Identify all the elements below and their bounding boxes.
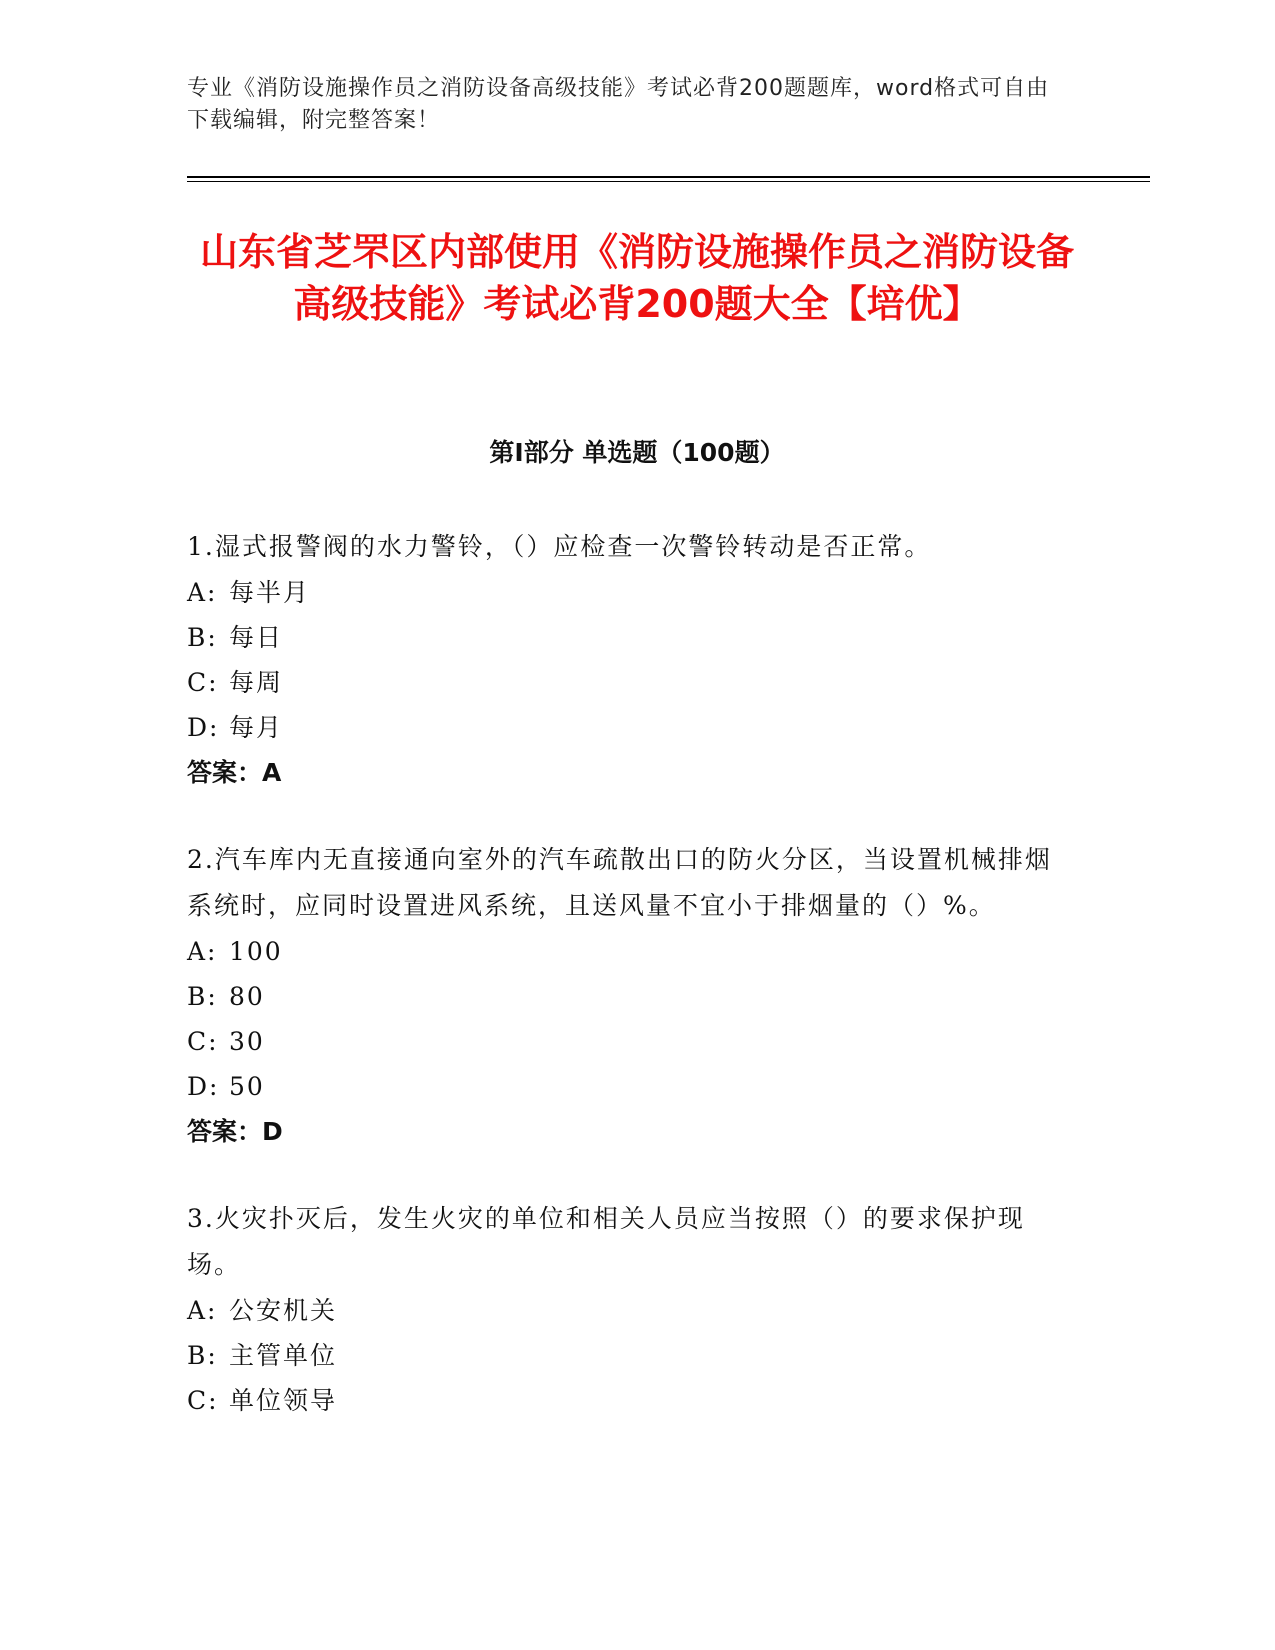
- answer-value: D: [262, 1117, 283, 1146]
- option-value: 主管单位: [229, 1341, 338, 1370]
- answer-value: A: [262, 758, 282, 787]
- question-body: 湿式报警阀的水力警铃，（）应检查一次警铃转动是否正常。: [214, 532, 932, 561]
- answer-label: 答案：: [187, 758, 263, 787]
- answer-label: 答案：: [187, 1117, 263, 1146]
- option-key: A:: [187, 937, 218, 966]
- question-body: 汽车库内无直接通向室外的汽车疏散出口的防火分区，当设置机械排烟系统时，应同时设置进风系统，且送风量不宜小于排烟量的（）%。: [187, 845, 1052, 920]
- answer-option: [187, 1378, 1067, 1423]
- answer-option: [187, 615, 1067, 660]
- answer-option: [187, 974, 1067, 1019]
- header-divider: [187, 176, 1150, 178]
- question-item: [187, 1196, 1067, 1423]
- answer-option: [187, 705, 1067, 750]
- question-number: 1.: [187, 532, 215, 561]
- section-heading: 第Ⅰ部分 单选题（100题）: [489, 438, 785, 467]
- option-value: 每半月: [229, 578, 311, 607]
- option-value: 80: [229, 982, 265, 1011]
- question-number: 2.: [187, 845, 215, 874]
- option-key: A:: [187, 1296, 218, 1325]
- option-value: 单位领导: [229, 1386, 338, 1415]
- option-value: 公安机关: [229, 1296, 338, 1325]
- option-value: 每周: [229, 668, 284, 697]
- question-item: [187, 837, 1067, 1154]
- answer-option: [187, 1064, 1067, 1109]
- header-divider-thin: [187, 181, 1150, 182]
- question-text: [187, 524, 1067, 570]
- option-key: B:: [187, 1341, 218, 1370]
- document-title: 山东省芝罘区内部使用《消防设施操作员之消防设备高级技能》考试必背200题大全【培优】: [199, 230, 1074, 326]
- answer-option: [187, 929, 1067, 974]
- option-value: 100: [229, 937, 283, 966]
- option-key: C:: [187, 1386, 219, 1415]
- option-value: 每日: [229, 623, 284, 652]
- question-number: 3.: [187, 1204, 215, 1233]
- option-key: B:: [187, 982, 218, 1011]
- question-text: [187, 1196, 1067, 1288]
- answer-line: [187, 1109, 1067, 1154]
- header-note: 专业《消防设施操作员之消防设备高级技能》考试必背200题题库，word格式可自由下载编辑，附完整答案！: [187, 76, 1050, 133]
- option-key: B:: [187, 623, 218, 652]
- answer-option: [187, 1333, 1067, 1378]
- option-value: 30: [229, 1027, 265, 1056]
- question-text: [187, 837, 1067, 929]
- option-key: C:: [187, 1027, 219, 1056]
- option-value: 50: [229, 1072, 265, 1101]
- question-list: [187, 524, 1067, 1465]
- answer-option: [187, 660, 1067, 705]
- option-key: C:: [187, 668, 219, 697]
- answer-option: [187, 1288, 1067, 1333]
- option-key: D:: [187, 1072, 220, 1101]
- answer-option: [187, 1019, 1067, 1064]
- question-item: [187, 524, 1067, 795]
- option-key: A:: [187, 578, 218, 607]
- option-value: 每月: [229, 713, 284, 742]
- answer-line: [187, 750, 1067, 795]
- answer-option: [187, 570, 1067, 615]
- question-body: 火灾扑灭后，发生火灾的单位和相关人员应当按照（）的要求保护现场。: [187, 1204, 1025, 1279]
- option-key: D:: [187, 713, 220, 742]
